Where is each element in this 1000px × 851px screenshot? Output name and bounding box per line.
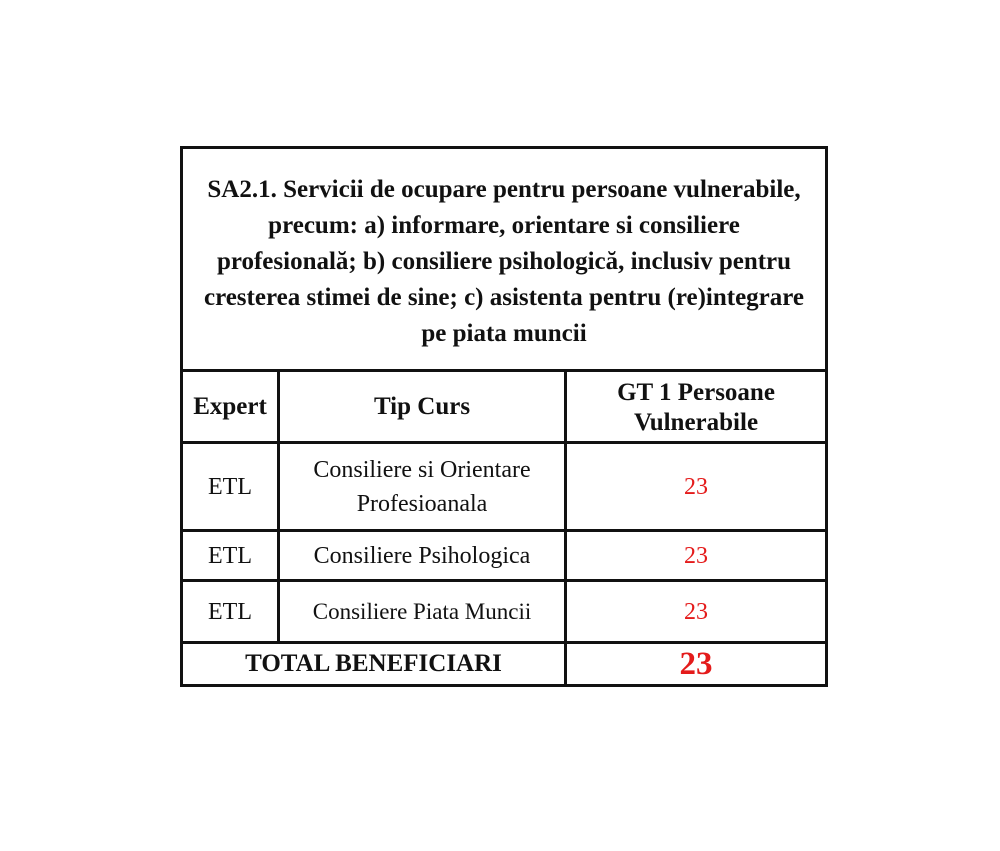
total-value: 23: [566, 643, 827, 686]
expert-cell: ETL: [182, 443, 279, 531]
table-row: [182, 443, 827, 531]
header-gt-text: GT 1 Persoane Vulnerabile: [617, 379, 775, 432]
value-cell: 23: [566, 531, 827, 581]
header-expert: Expert: [182, 371, 279, 443]
header-gt: [566, 371, 827, 443]
tip-curs-cell: Consiliere Piata Muncii: [279, 581, 566, 643]
header-tip-curs: Tip Curs: [279, 371, 566, 443]
value-cell: 23: [566, 443, 827, 531]
table-row: [182, 531, 827, 581]
total-row: [182, 643, 827, 686]
header-row: [182, 371, 827, 443]
value-cell: 23: [566, 581, 827, 643]
tip-curs-cell: Consiliere Psihologica: [279, 531, 566, 581]
title-row: [182, 148, 827, 371]
expert-cell: ETL: [182, 531, 279, 581]
table-row: [182, 581, 827, 643]
tip-curs-cell: Consiliere si Orientare Profesioanala: [279, 443, 566, 531]
beneficiaries-table: [180, 146, 828, 687]
expert-cell: ETL: [182, 581, 279, 643]
table-title: SA2.1. Servicii de ocupare pentru persoane vulnerabile, precum: a) informare, orientare si consiliere profesională; b) consiliere psihologică, inclusiv pentru cresterea stimei de sine; c) asistenta pentru (re)integrare pe piata muncii: [182, 148, 827, 371]
total-label: TOTAL BENEFICIARI: [182, 643, 566, 686]
